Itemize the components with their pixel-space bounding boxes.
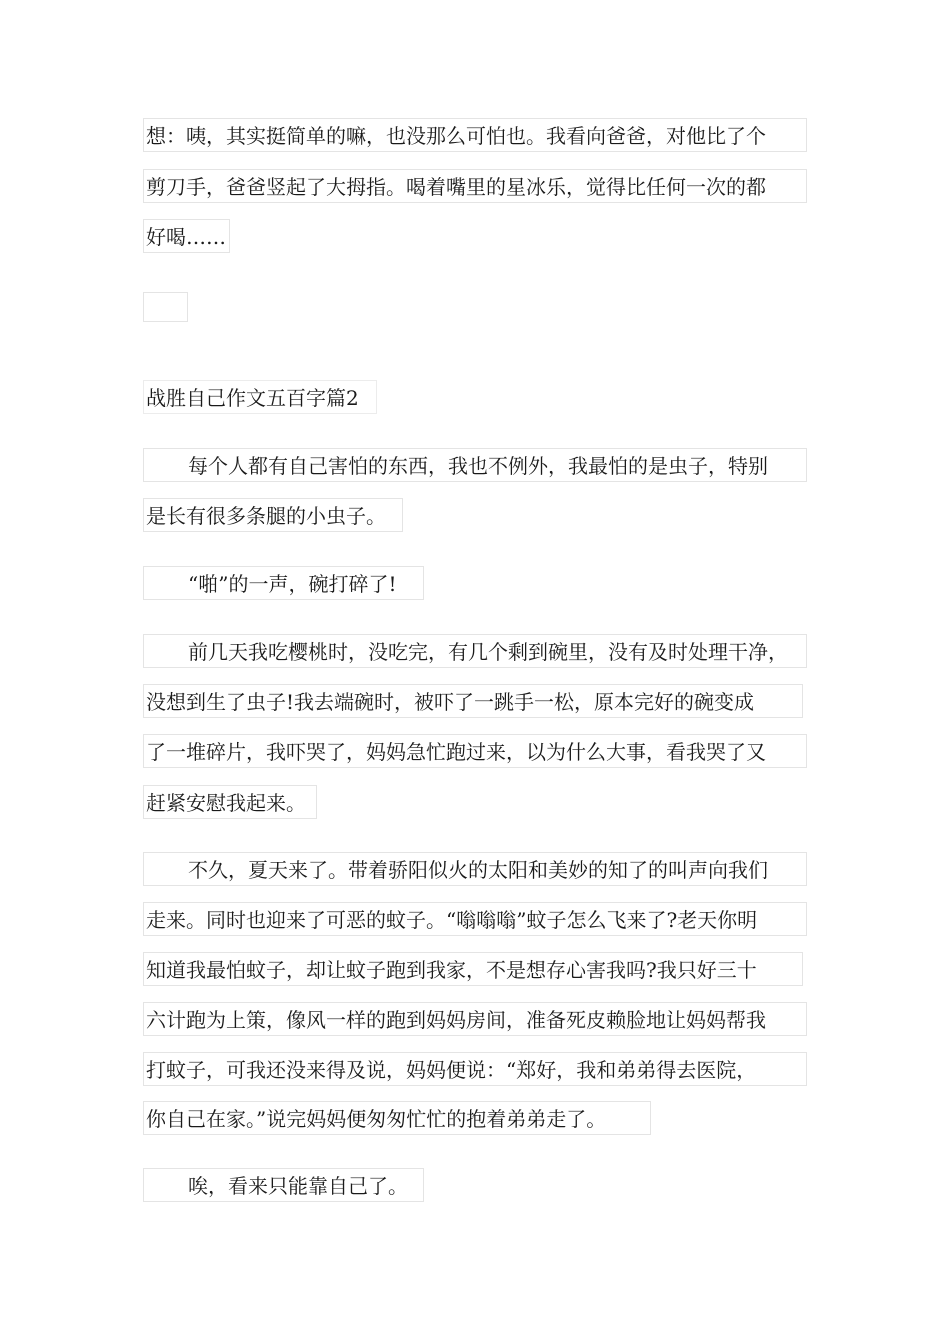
text-line: 了一堆碎片，我吓哭了，妈妈急忙跑过来，以为什么大事，看我哭了又 [143, 734, 807, 768]
text-line: 走来。同时也迎来了可恶的蚊子。“嗡嗡嗡”蚊子怎么飞来了?老天你明 [143, 902, 807, 936]
text-line: 好喝…… [143, 219, 230, 253]
text-line: 打蚊子，可我还没来得及说，妈妈便说：“郑好，我和弟弟得去医院， [143, 1052, 807, 1086]
section-title: 战胜自己作文五百字篇2 [143, 380, 377, 414]
text-line: 知道我最怕蚊子，却让蚊子跑到我家，不是想存心害我吗?我只好三十 [143, 952, 803, 986]
text-line: 唉，看来只能靠自己了。 [143, 1168, 424, 1202]
text-line: 前几天我吃樱桃时，没吃完，有几个剩到碗里，没有及时处理干净， [143, 634, 807, 668]
empty-text-box [143, 292, 188, 322]
text-line: 想：咦，其实挺简单的嘛，也没那么可怕也。我看向爸爸，对他比了个 [143, 118, 807, 152]
text-line: 赶紧安慰我起来。 [143, 785, 317, 819]
text-line: 是长有很多条腿的小虫子。 [143, 498, 403, 532]
text-line: “啪”的一声，碗打碎了! [143, 566, 424, 600]
text-line: 不久，夏天来了。带着骄阳似火的太阳和美妙的知了的叫声向我们 [143, 852, 807, 886]
text-line: 每个人都有自己害怕的东西，我也不例外，我最怕的是虫子，特别 [143, 448, 807, 482]
text-line: 你自己在家。”说完妈妈便匆匆忙忙的抱着弟弟走了。 [143, 1101, 651, 1135]
text-line: 没想到生了虫子!我去端碗时，被吓了一跳手一松，原本完好的碗变成 [143, 684, 803, 718]
text-line: 剪刀手，爸爸竖起了大拇指。喝着嘴里的星冰乐，觉得比任何一次的都 [143, 169, 807, 203]
text-line: 六计跑为上策，像风一样的跑到妈妈房间，准备死皮赖脸地让妈妈帮我 [143, 1002, 807, 1036]
